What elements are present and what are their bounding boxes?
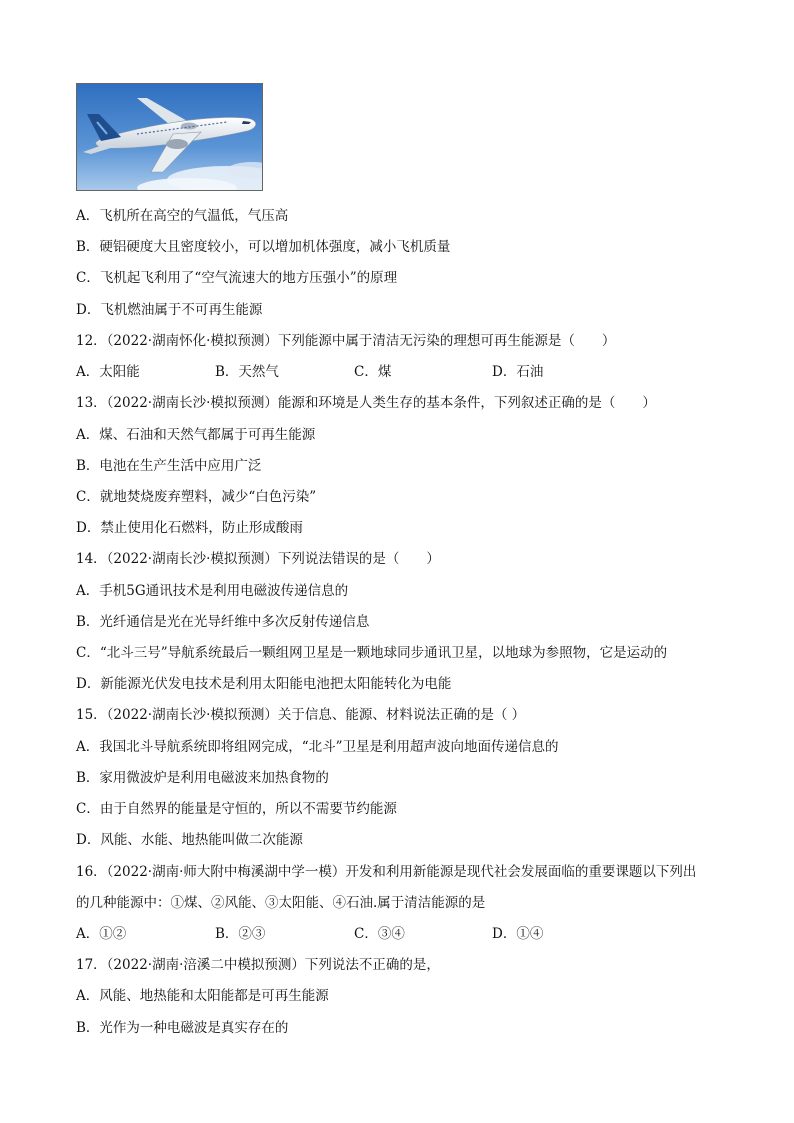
q14-stem: 14．（2022·湖南长沙·模拟预测）下列说法错误的是（ ） xyxy=(76,551,440,567)
q14-option-a: A．手机5G通讯技术是利用电磁波传递信息的 xyxy=(76,583,349,599)
q16-option-d: D．①④ xyxy=(492,926,544,942)
q15-option-a: A．我国北斗导航系统即将组网完成，“北斗”卫星是利用超声波向地面传递信息的 xyxy=(76,739,559,755)
q13-option-a: A．煤、石油和天然气都属于可再生能源 xyxy=(76,427,316,443)
q12-option-b: B．天然气 xyxy=(215,364,279,380)
q12-option-a: A．太阳能 xyxy=(76,364,140,380)
q15-option-c: C．由于自然界的能量是守恒的，所以不需要节约能源 xyxy=(76,801,397,817)
q16-stem-line2: 的几种能源中：①煤、②风能、③太阳能、④石油.属于清洁能源的是 xyxy=(76,895,486,911)
q11-option-b: B．硬铝硬度大且密度较小，可以增加机体强度，减小飞机质量 xyxy=(76,239,451,255)
q17-option-b: B．光作为一种电磁波是真实存在的 xyxy=(76,1020,289,1036)
airplane-photo xyxy=(76,83,263,191)
q17-stem: 17．（2022·湖南·涪溪二中模拟预测）下列说法不正确的是， xyxy=(76,957,440,973)
q12-option-c: C．煤 xyxy=(354,364,392,380)
q13-option-b: B．电池在生产生活中应用广泛 xyxy=(76,458,262,474)
q14-option-d: D．新能源光伏发电技术是利用太阳能电池把太阳能转化为电能 xyxy=(76,676,452,692)
q15-stem: 15．（2022·湖南长沙·模拟预测）关于信息、能源、材料说法正确的是（ ） xyxy=(76,707,526,723)
q17-option-a: A．风能、地热能和太阳能都是可再生能源 xyxy=(76,988,329,1004)
q16-stem-line1: 16．（2022·湖南·师大附中梅溪湖中学一模）开发和利用新能源是现代社会发展面临的重要课题以下列出 xyxy=(76,864,697,880)
q12-option-d: D．石油 xyxy=(492,364,544,380)
q14-option-b: B．光纤通信是光在光导纤维中多次反射传递信息 xyxy=(76,614,370,630)
q12-stem: 12．（2022·湖南怀化·模拟预测）下列能源中属于清洁无污染的理想可再生能源是（ ） xyxy=(76,333,616,349)
q11-option-d: D．飞机燃油属于不可再生能源 xyxy=(76,302,263,318)
q16-option-b: B．②③ xyxy=(215,926,266,942)
q13-option-c: C．就地焚烧废弃塑料，减少“白色污染” xyxy=(76,489,317,505)
q13-option-d: D．禁止使用化石燃料，防止形成酸雨 xyxy=(76,520,303,536)
q16-option-a: A．①② xyxy=(76,926,127,942)
q11-option-a: A．飞机所在高空的气温低，气压高 xyxy=(76,208,289,224)
q15-option-d: D．风能、水能、地热能叫做二次能源 xyxy=(76,832,303,848)
airplane-icon xyxy=(77,84,262,190)
q11-option-c: C．飞机起飞利用了“空气流速大的地方压强小”的原理 xyxy=(76,270,398,286)
q13-stem: 13．（2022·湖南长沙·模拟预测）能源和环境是人类生存的基本条件，下列叙述正确的是（ ） xyxy=(76,395,656,411)
q15-option-b: B．家用微波炉是利用电磁波来加热食物的 xyxy=(76,770,329,786)
q16-option-c: C．③④ xyxy=(354,926,405,942)
q14-option-c: C．“北斗三号”导航系统最后一颗组网卫星是一颗地球同步通讯卫星，以地球为参照物，它是运动的 xyxy=(76,645,668,661)
